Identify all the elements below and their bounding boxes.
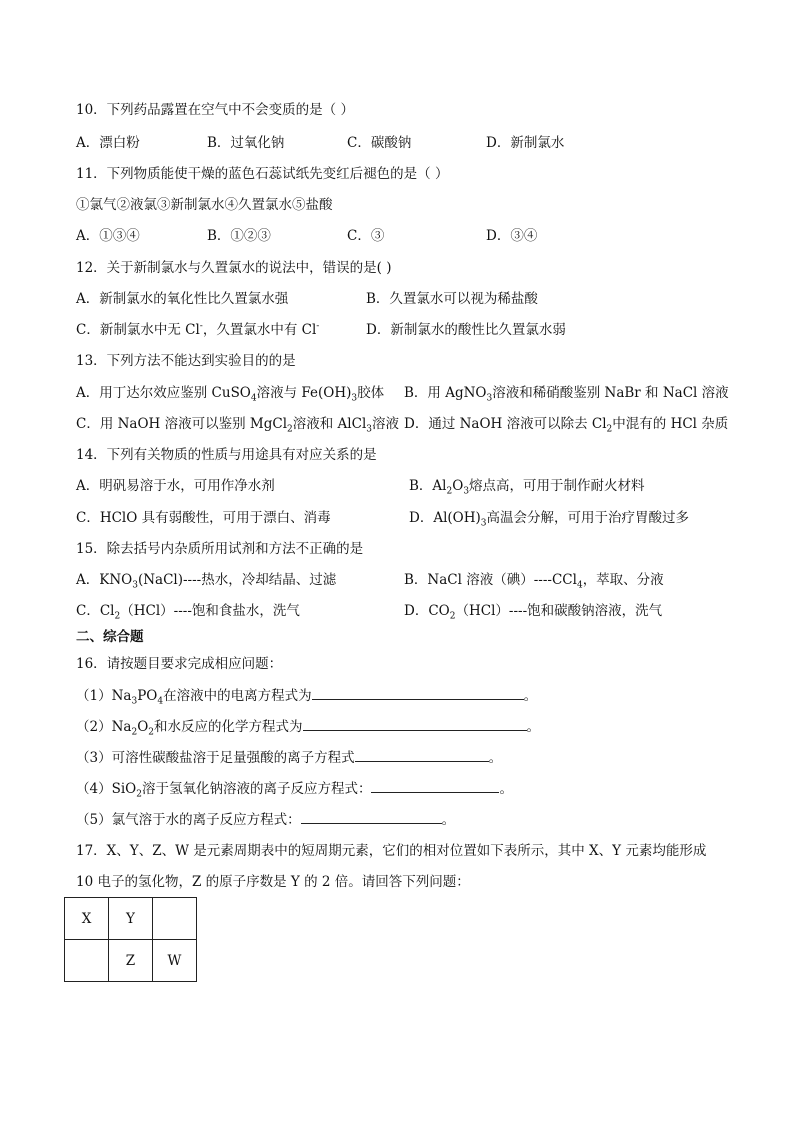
q16-part-3: （3）可溶性碳酸盐溶于足量强酸的离子方程式 。 — [76, 750, 503, 766]
answer-blank-1[interactable] — [312, 686, 524, 700]
answer-blank-4[interactable] — [371, 779, 499, 793]
q17-line-2: 10 电子的氢化物，Z 的原子序数是 Y 的 2 倍。请回答下列问题： — [76, 874, 470, 890]
q10-stem: 10．下列药品露置在空气中不会变质的是（ ） — [76, 102, 354, 118]
section-heading: 二、综合题 — [76, 629, 144, 645]
q11-option-b: B．①②③ — [207, 228, 271, 244]
table-cell: Y — [109, 898, 153, 940]
q11-option-d: D．③④ — [486, 228, 538, 244]
q12-option-a: A．新制氯水的氧化性比久置氯水强 — [76, 291, 289, 307]
q12-option-d: D．新制氯水的酸性比久置氯水弱 — [366, 322, 566, 338]
q13-option-a: A．用丁达尔效应鉴别 CuSO$_4$溶液与 $Fe(OH)_3$胶体 — [76, 385, 385, 404]
q16-stem: 16．请按题目要求完成相应问题： — [76, 656, 283, 672]
table-row — [65, 898, 197, 940]
q15-option-c: C．$Cl_2(HCl)----$饱和食盐水，洗气 — [76, 603, 300, 622]
q15-option-b: B．NaCl 溶液（碘）----CCl$_4$，萃取、分液 — [404, 572, 664, 591]
q10-option-d: D．新制氯水 — [486, 135, 565, 151]
q14-option-d: D．$Al(OH)_3$高温会分解，可用于治疗胃酸过多 — [409, 510, 689, 529]
element-position-table — [64, 897, 197, 982]
q15-option-d: D．$CO_2(HCl)----$饱和碳酸钠溶液，洗气 — [404, 603, 663, 622]
q13-stem: 13．下列方法不能达到实验目的的是 — [76, 353, 296, 369]
q10-option-c: C．碳酸钠 — [347, 135, 412, 151]
table-cell: X — [65, 898, 109, 940]
q13-option-d: D．通过 NaOH 溶液可以除去 $Cl_2$中混有的 HCl 杂质 — [404, 416, 729, 435]
q13-option-b: B．用 AgNO$_3$溶液和稀硝酸鉴别 NaBr 和 NaCl 溶液 — [404, 385, 729, 404]
answer-blank-2[interactable] — [303, 717, 527, 731]
q11-stem: 11．下列物质能使干燥的蓝色石蕊试纸先变红后褪色的是（ ） — [76, 166, 449, 182]
q16-part-2: $(2)Na_2O_2$和水反应的化学方程式为 。 — [76, 719, 540, 738]
table-cell — [65, 940, 109, 982]
q11-option-a: A．①③④ — [76, 228, 140, 244]
table-cell — [153, 898, 197, 940]
q12-stem: 12．关于新制氯水与久置氯水的说法中，错误的是( ) — [76, 260, 392, 276]
answer-blank-5[interactable] — [301, 810, 442, 824]
q14-option-a: A．明矾易溶于水，可用作净水剂 — [76, 478, 275, 494]
q10-option-a: A．漂白粉 — [76, 135, 140, 151]
q16-part-4: （4）SiO$_2$溶于氢氧化钠溶液的离子反应方程式： 。 — [76, 781, 513, 800]
q14-stem: 14．下列有关物质的性质与用途具有对应关系的是 — [76, 447, 377, 463]
q15-stem: 15．除去括号内杂质所用试剂和方法不正确的是 — [76, 541, 364, 557]
q13-option-c: C．用 NaOH 溶液可以鉴别 MgCl$_2$溶液和 AlCl$_3$溶液 — [76, 416, 400, 435]
q16-part-5: （5）氯气溶于水的离子反应方程式： 。 — [76, 812, 456, 828]
answer-blank-3[interactable] — [355, 748, 489, 762]
q17-line-1: 17．X、Y、Z、W 是元素周期表中的短周期元素，它们的相对位置如下表所示，其中 X、Y 元素均能形成 — [76, 843, 707, 859]
q14-option-b: B．$Al_2O_3$熔点高，可用于制作耐火材料 — [409, 478, 645, 497]
table-row — [65, 940, 197, 982]
table-cell: W — [153, 940, 197, 982]
table-cell: Z — [109, 940, 153, 982]
q16-part-1: $(1)Na_3PO_4$在溶液中的电离方程式为 。 — [76, 688, 538, 707]
q11-items: ①氯气②液氯③新制氯水④久置氯水⑤盐酸 — [76, 197, 333, 213]
q10-option-b: B．过氧化钠 — [207, 135, 285, 151]
q12-option-c: C．新制氯水中无 Cl-，久置氯水中有 Cl- — [76, 321, 320, 338]
q15-option-a: A．$KNO_3(NaCl)----$热水，冷却结晶、过滤 — [76, 572, 337, 591]
q12-option-b: B．久置氯水可以视为稀盐酸 — [366, 291, 538, 307]
q14-option-c: C．HClO 具有弱酸性，可用于漂白、消毒 — [76, 510, 331, 526]
q11-option-c: C．③ — [347, 228, 385, 244]
